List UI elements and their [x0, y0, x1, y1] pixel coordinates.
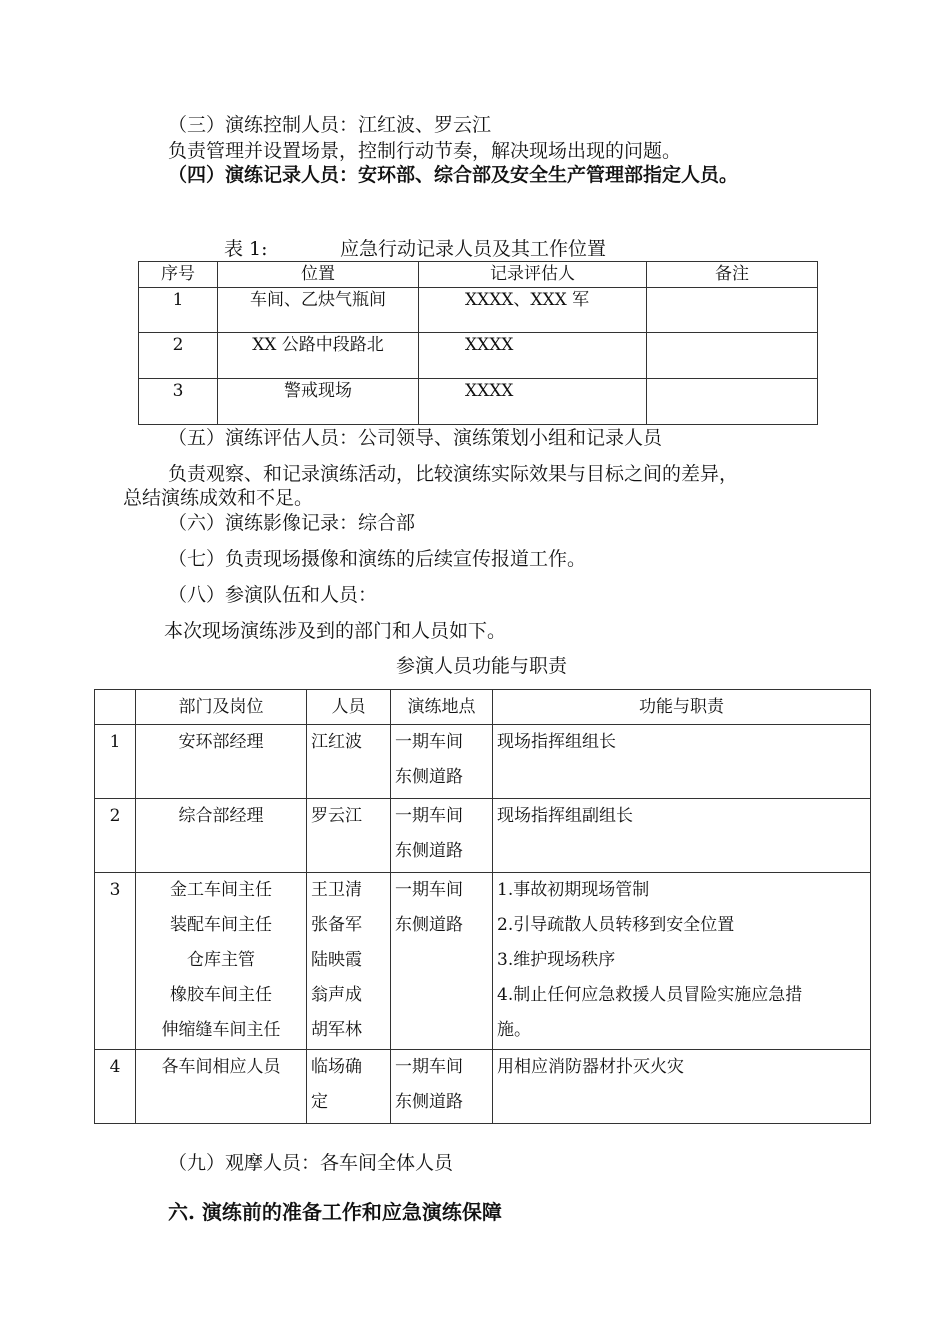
paragraph-participants: （八）参演队伍和人员：	[168, 584, 378, 606]
dept-cell: 金工车间主任 装配车间主任 仓库主管 橡胶车间主任 伸缩缝车间主任	[136, 873, 307, 1050]
row-number: 1	[139, 288, 218, 333]
paragraph-record-staff: （四）演练记录人员：安环部、综合部及安全生产管理部指定人员。	[168, 164, 739, 186]
table-row	[95, 873, 871, 1050]
location-cell: 警戒现场	[218, 379, 419, 425]
paragraph-evaluation-staff: （五）演练评估人员：公司领导、演练策划小组和记录人员	[168, 427, 663, 449]
location-cell: 车间、乙炔气瓶间	[218, 288, 419, 333]
paragraph-control-duty: 负责管理并设置场景，控制行动节奏，解决现场出现的问题。	[168, 140, 682, 162]
person-cell: 王卫清 张备军 陆映霞 翁声成 胡军林	[307, 873, 391, 1050]
header-cell: 功能与职责	[493, 690, 871, 725]
remarks-cell	[647, 288, 818, 333]
header-cell: 演练地点	[391, 690, 493, 725]
paragraph-control-staff: （三）演练控制人员：江红波、罗云江	[168, 114, 492, 136]
table-header-row	[139, 262, 818, 288]
duty-cell: 现场指挥组副组长	[493, 799, 871, 873]
table-row	[95, 799, 871, 873]
duty-cell: 1.事故初期现场管制 2.引导疏散人员转移到安全位置 3.维护现场秩序 4.制止任何应急救援人员冒险实施应急措 施。	[493, 873, 871, 1050]
paragraph-observers: （九）观摩人员：各车间全体人员	[168, 1152, 454, 1174]
header-cell: 序号	[139, 262, 218, 288]
section-heading: 六. 演练前的准备工作和应急演练保障	[168, 1200, 502, 1224]
paragraph-video-duty: （七）负责现场摄像和演练的后续宣传报道工作。	[168, 548, 587, 570]
header-cell: 备注	[647, 262, 818, 288]
row-number: 2	[139, 333, 218, 379]
row-number: 1	[95, 725, 136, 799]
duty-cell: 用相应消防器材扑灭火灾	[493, 1050, 871, 1124]
paragraph-evaluation-duty-1: 负责观察、和记录演练活动，比较演练实际效果与目标之间的差异，	[168, 463, 739, 485]
header-cell: 人员	[307, 690, 391, 725]
person-cell: 罗云江	[307, 799, 391, 873]
place-cell: 一期车间 东侧道路	[391, 725, 493, 799]
paragraph-evaluation-duty-2: 总结演练成效和不足。	[123, 487, 314, 509]
dept-cell: 安环部经理	[136, 725, 307, 799]
header-cell: 部门及岗位	[136, 690, 307, 725]
row-number: 3	[95, 873, 136, 1050]
table-row	[139, 333, 818, 379]
location-cell: XX 公路中段路北	[218, 333, 419, 379]
person-cell: 江红波	[307, 725, 391, 799]
table-row	[139, 379, 818, 425]
header-cell: 记录评估人	[419, 262, 647, 288]
dept-cell: 综合部经理	[136, 799, 307, 873]
row-number: 4	[95, 1050, 136, 1124]
table1-caption-label: 表 1:	[224, 238, 268, 260]
table-header-row	[95, 690, 871, 725]
place-cell: 一期车间 东侧道路	[391, 799, 493, 873]
dept-cell: 各车间相应人员	[136, 1050, 307, 1124]
recorder-cell: XXXX、XXX 军	[419, 288, 647, 333]
person-cell: 临场确 定	[307, 1050, 391, 1124]
header-cell	[95, 690, 136, 725]
remarks-cell	[647, 333, 818, 379]
table-row	[95, 1050, 871, 1124]
place-cell: 一期车间 东侧道路	[391, 1050, 493, 1124]
remarks-cell	[647, 379, 818, 425]
paragraph-video-record: （六）演练影像记录：综合部	[168, 512, 416, 534]
participant-duty-table	[94, 689, 871, 1124]
header-cell: 位置	[218, 262, 419, 288]
recorder-cell: XXXX	[419, 333, 647, 379]
duty-cell: 现场指挥组组长	[493, 725, 871, 799]
table-row	[95, 725, 871, 799]
place-cell: 一期车间 东侧道路	[391, 873, 493, 1050]
paragraph-participants-intro: 本次现场演练涉及到的部门和人员如下。	[164, 620, 507, 642]
row-number: 3	[139, 379, 218, 425]
table2-title: 参演人员功能与职责	[396, 655, 568, 677]
record-location-table	[138, 261, 818, 425]
row-number: 2	[95, 799, 136, 873]
table-row	[139, 288, 818, 333]
table1-caption-title: 应急行动记录人员及其工作位置	[340, 238, 607, 260]
recorder-cell: XXXX	[419, 379, 647, 425]
